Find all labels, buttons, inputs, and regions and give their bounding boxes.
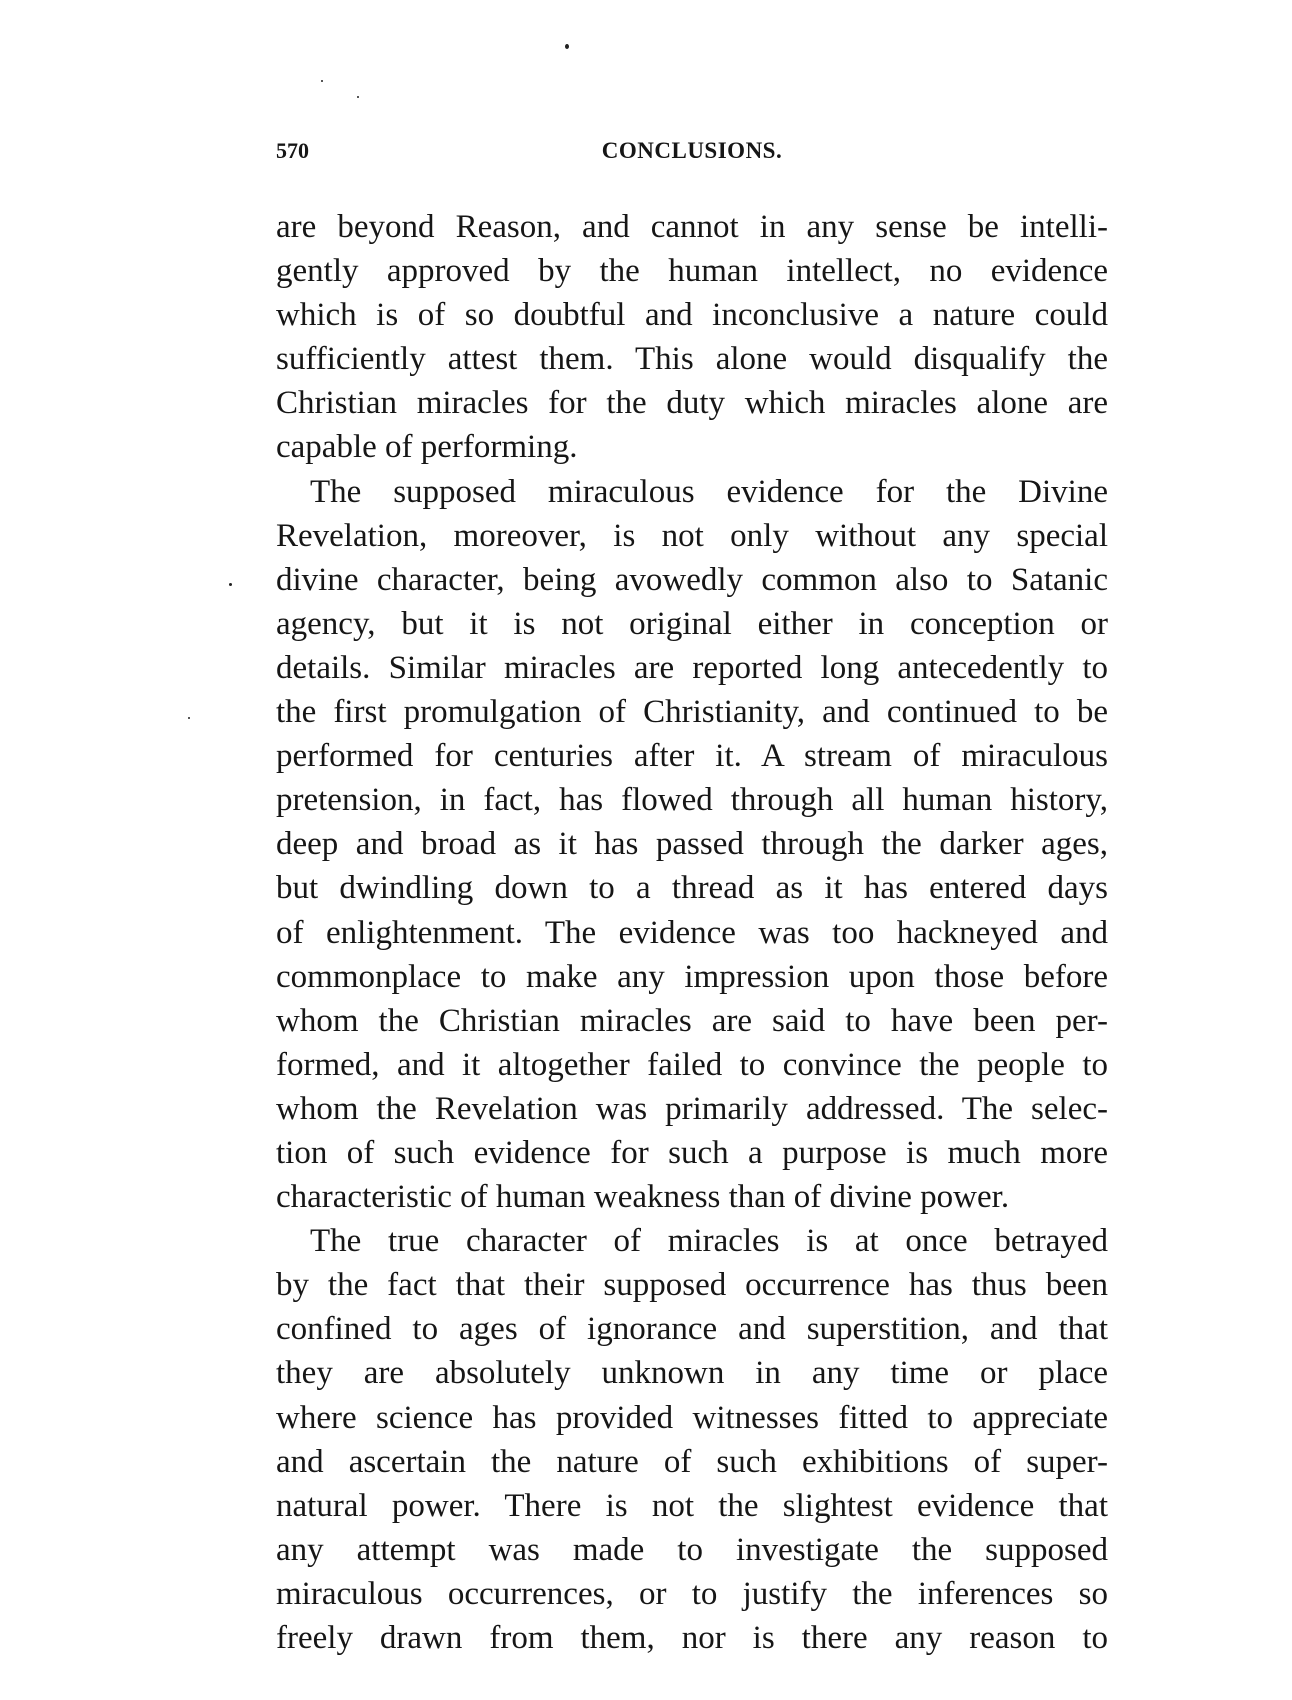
text-line: and ascertain the nature of such exhibitions of super- <box>276 1443 1108 1480</box>
text-line: they are absolutely unknown in any time or place <box>276 1355 1108 1392</box>
text-line: characteristic of human weakness than of divine power. <box>276 1179 1010 1216</box>
text-line: agency, but it is not original either in conception or <box>276 605 1108 642</box>
text-line: formed, and it altogether failed to convince the people to <box>276 1046 1108 1083</box>
text-line: sufficiently attest them. This alone would disqualify the <box>276 341 1108 378</box>
text-line: by the fact that their supposed occurrence has thus been <box>276 1267 1108 1304</box>
page-header <box>276 138 1108 178</box>
text-line: where science has provided witnesses fitted to appreciate <box>276 1399 1108 1436</box>
scan-speck <box>188 717 190 719</box>
text-line: capable of performing. <box>276 429 578 466</box>
text-line: which is of so doubtful and inconclusive a nature could <box>276 297 1108 334</box>
page-number: 570 <box>276 138 309 163</box>
text-line: of enlightenment. The evidence was too hackneyed and <box>276 914 1108 951</box>
text-line: Christian miracles for the duty which miracles alone are <box>276 385 1108 422</box>
running-head: CONCLUSIONS. <box>601 138 783 163</box>
text-line: deep and broad as it has passed through the darker ages, <box>276 826 1108 863</box>
text-line: Revelation, moreover, is not only without any special <box>276 517 1108 554</box>
text-line: The true character of miracles is at once betrayed <box>310 1223 1108 1260</box>
text-line: any attempt was made to investigate the supposed <box>276 1531 1108 1568</box>
text-line: tion of such evidence for such a purpose is much more <box>276 1134 1108 1171</box>
text-line: The supposed miraculous evidence for the Divine <box>310 473 1108 510</box>
text-line: confined to ages of ignorance and superstition, and that <box>276 1311 1108 1348</box>
scan-speck <box>321 80 323 82</box>
text-line: but dwindling down to a thread as it has entered days <box>276 870 1108 907</box>
page-body <box>276 205 1108 1660</box>
paragraph-3 <box>276 1219 1108 1660</box>
scan-speck <box>565 44 569 49</box>
text-line: natural power. There is not the slightest evidence that <box>276 1487 1108 1524</box>
text-line: freely drawn from them, nor is there any reason to <box>276 1620 1108 1656</box>
text-line: gently approved by the human intellect, no evidence <box>276 253 1108 290</box>
scan-speck <box>229 583 232 586</box>
text-line: are beyond Reason, and cannot in any sense be intelli- <box>276 209 1108 245</box>
paragraph-2 <box>276 470 1108 1220</box>
text-line: commonplace to make any impression upon those before <box>276 958 1108 995</box>
text-line: performed for centuries after it. A stream of miraculous <box>276 738 1108 775</box>
text-line: miraculous occurrences, or to justify the inferences so <box>276 1575 1108 1612</box>
text-line: details. Similar miracles are reported long antecedently to <box>276 649 1108 686</box>
text-line: the first promulgation of Christianity, and continued to be <box>276 694 1108 731</box>
paragraph-1 <box>276 205 1108 470</box>
text-line: pretension, in fact, has flowed through all human history, <box>276 782 1108 819</box>
text-line: divine character, being avowedly common also to Satanic <box>276 561 1108 598</box>
scan-speck <box>357 96 359 98</box>
text-line: whom the Revelation was primarily addressed. The selec- <box>276 1090 1108 1127</box>
text-line: whom the Christian miracles are said to have been per- <box>276 1002 1108 1039</box>
